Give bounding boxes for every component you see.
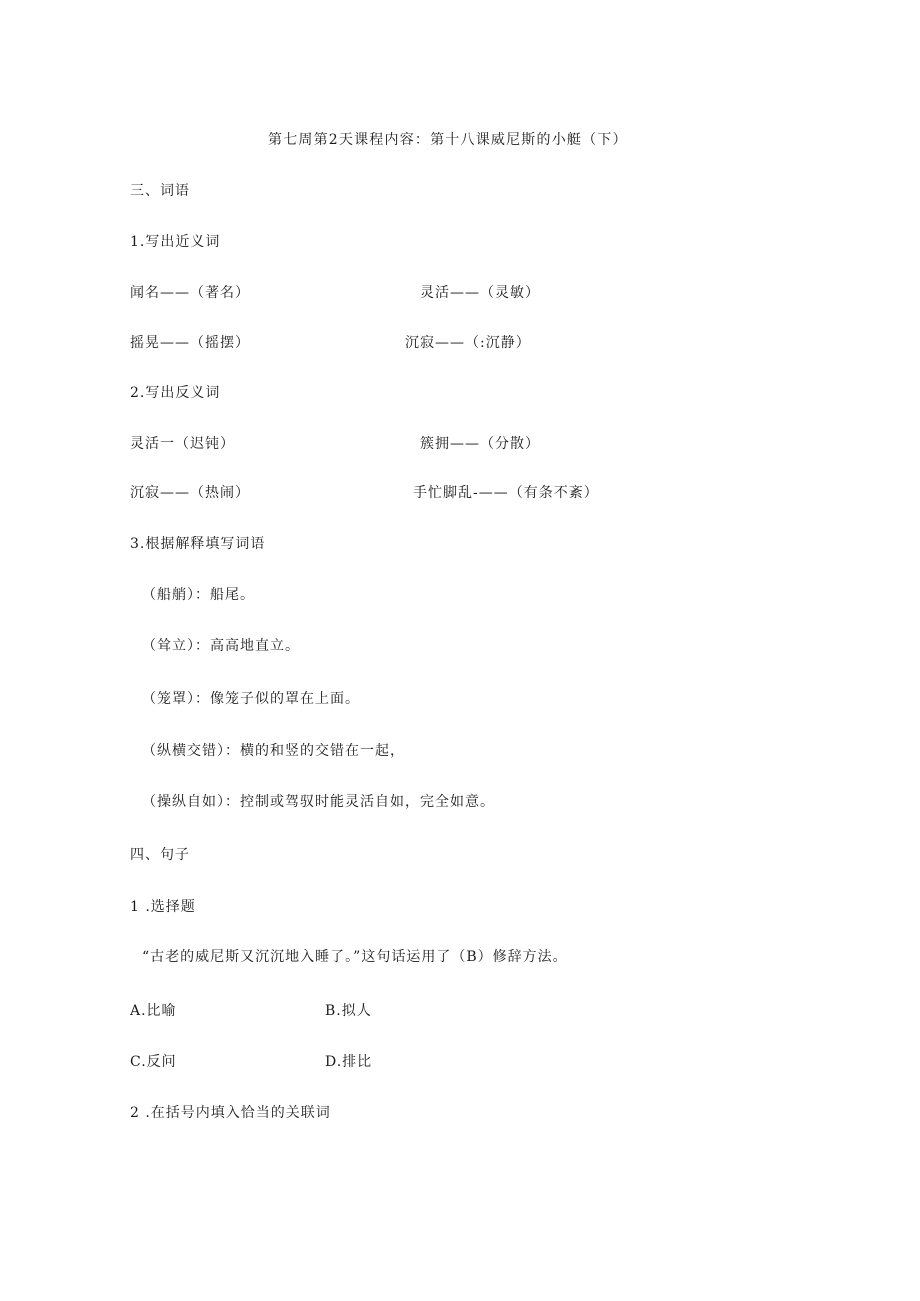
synonym-pair: 闻名——（著名） (130, 285, 250, 301)
fill-item: （笼罩）：像笼子似的罩在上面。 (142, 691, 360, 707)
q1-heading: 1 .选择题 (130, 899, 196, 915)
option-c: C.反问 (130, 1054, 177, 1070)
antonym-pair: 簇拥——（分散） (420, 436, 540, 452)
fill-heading: 3.根据解释填写词语 (130, 536, 266, 552)
fill-item: （纵横交错）：横的和竖的交错在一起， (142, 743, 405, 759)
q1-question: “古老的威尼斯又沉沉地入睡了。”这句话运用了（B）修辞方法。 (142, 949, 568, 965)
antonym-pair: 灵活一（迟钝） (130, 436, 235, 452)
section-heading-sentences: 四、句子 (130, 847, 190, 863)
page-title: 第七周第2天课程内容：第十八课威尼斯的小艇（下） (268, 132, 628, 148)
option-b: B.拟人 (325, 1003, 372, 1019)
synonyms-heading: 1.写出近义词 (130, 234, 221, 250)
fill-item: （船艄）：船尾。 (142, 587, 255, 603)
synonym-pair: 沉寂——（:沉静） (405, 335, 531, 351)
section-heading-words: 三、词语 (130, 183, 190, 199)
antonym-pair: 手忙脚乱-——（有条不紊） (413, 485, 599, 501)
synonym-pair: 摇晃——（摇摆） (130, 335, 250, 351)
antonyms-heading: 2.写出反义词 (130, 385, 221, 401)
option-d: D.排比 (325, 1054, 373, 1070)
option-a: A.比喻 (130, 1003, 177, 1019)
q2-heading: 2 .在括号内填入恰当的关联词 (130, 1105, 331, 1121)
fill-item: （耸立）：高高地直立。 (142, 638, 300, 654)
antonym-pair: 沉寂——（热闹） (130, 485, 250, 501)
fill-item: （操纵自如）：控制或驾驭时能灵活自如，完全如意。 (142, 794, 495, 810)
synonym-pair: 灵活——（灵敏） (420, 285, 540, 301)
